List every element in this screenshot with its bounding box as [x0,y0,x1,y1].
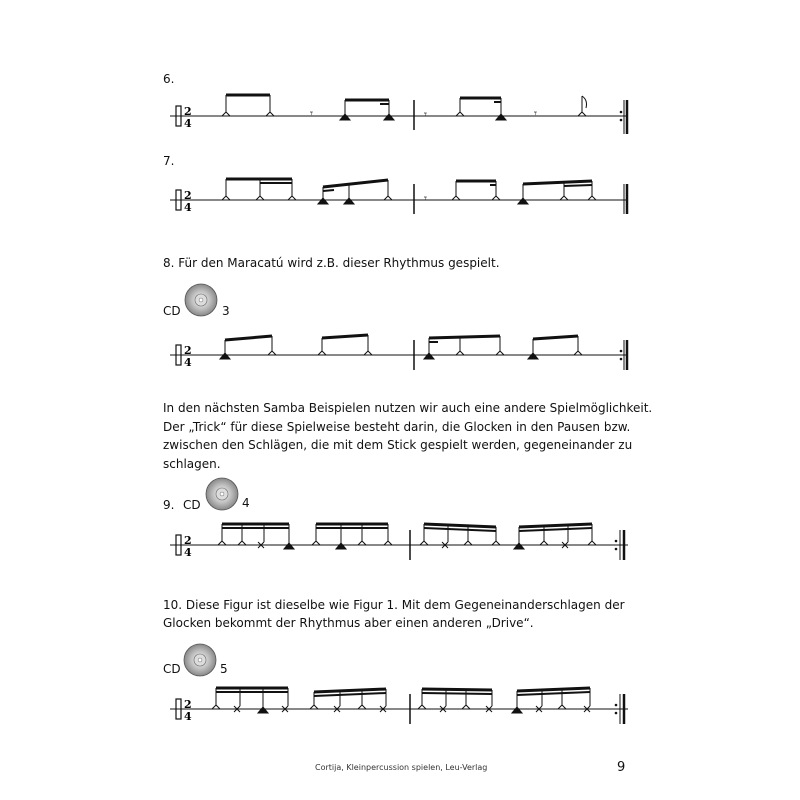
rest-icon: 𝄾 [424,192,427,205]
staff-example-8 [0,328,800,373]
svg-text:4: 4 [184,356,192,369]
example-6-number: 6. [163,72,175,86]
cd-track-number: 5 [220,662,228,676]
svg-text:4: 4 [184,201,192,214]
rest-icon: 𝄾 [424,108,427,121]
svg-text:4: 4 [184,546,192,559]
repeat-barline-icon [620,100,627,134]
note-group [420,524,500,548]
compact-disc-icon [183,643,217,677]
paragraph-line: zwischen den Schlägen, die mit dem Stick gespielt werden, gegeneinander zu [163,438,633,452]
svg-text:4: 4 [184,117,192,130]
time-signature [184,105,192,130]
note-group [456,98,506,120]
time-signature [184,534,192,559]
staff-example-9 [0,518,800,563]
cd-label: CD [183,498,201,512]
example-7-number: 7. [163,154,175,168]
svg-text:2: 2 [184,698,192,711]
time-signature [184,189,192,214]
staff-example-10 [0,682,800,727]
compact-disc-icon [205,477,239,511]
repeat-barline-icon [624,184,627,214]
svg-text:2: 2 [184,534,192,547]
svg-text:2: 2 [184,344,192,357]
paragraph-line: Der „Trick“ für diese Spielweise besteht darin, die Glocken in den Pausen bzw. [163,419,631,434]
rest-icon: 𝄾 [534,107,537,120]
note-group [518,181,596,204]
rest-icon: 𝄾 [310,107,313,120]
cd-label: CD [163,662,181,676]
example-10-heading-line2: Glocken bekommt der Rhythmus aber einen anderen „Drive“. [163,616,534,630]
note-group [318,335,372,355]
note-group [452,181,500,200]
note-group [528,336,582,359]
compact-disc-icon [184,283,218,317]
cd-track-number: 3 [222,304,230,318]
note-group [220,336,276,359]
note-group [340,100,394,120]
page-number: 9 [617,760,626,775]
note-group [222,95,274,116]
example-9-number: 9. [163,498,175,512]
svg-text:2: 2 [184,189,192,202]
staff-example-7 [0,172,800,217]
note-group [222,179,296,200]
cd-label: CD [163,304,181,318]
time-signature [184,698,192,723]
explanation-paragraph [163,399,663,473]
paragraph-line: In den nächsten Samba Beispielen nutzen wir auch eine andere Spielmöglichkeit. [163,401,653,415]
example-8-heading: 8. Für den Maracatú wird z.B. dieser Rhythmus gespielt. [163,256,500,270]
svg-text:2: 2 [184,105,192,118]
note-group [424,336,504,359]
svg-text:4: 4 [184,710,192,723]
cd-track-number: 4 [242,496,250,510]
note-group [578,96,587,116]
time-signature [184,344,192,369]
page-footer: Cortija, Kleinpercussion spielen, Leu-Verlag [315,763,488,772]
example-10-heading: 10. Diese Figur ist dieselbe wie Figur 1. Mit dem Gegeneinanderschlagen der [163,598,625,612]
staff-example-6 [0,90,800,130]
paragraph-line: schlagen. [163,456,221,471]
